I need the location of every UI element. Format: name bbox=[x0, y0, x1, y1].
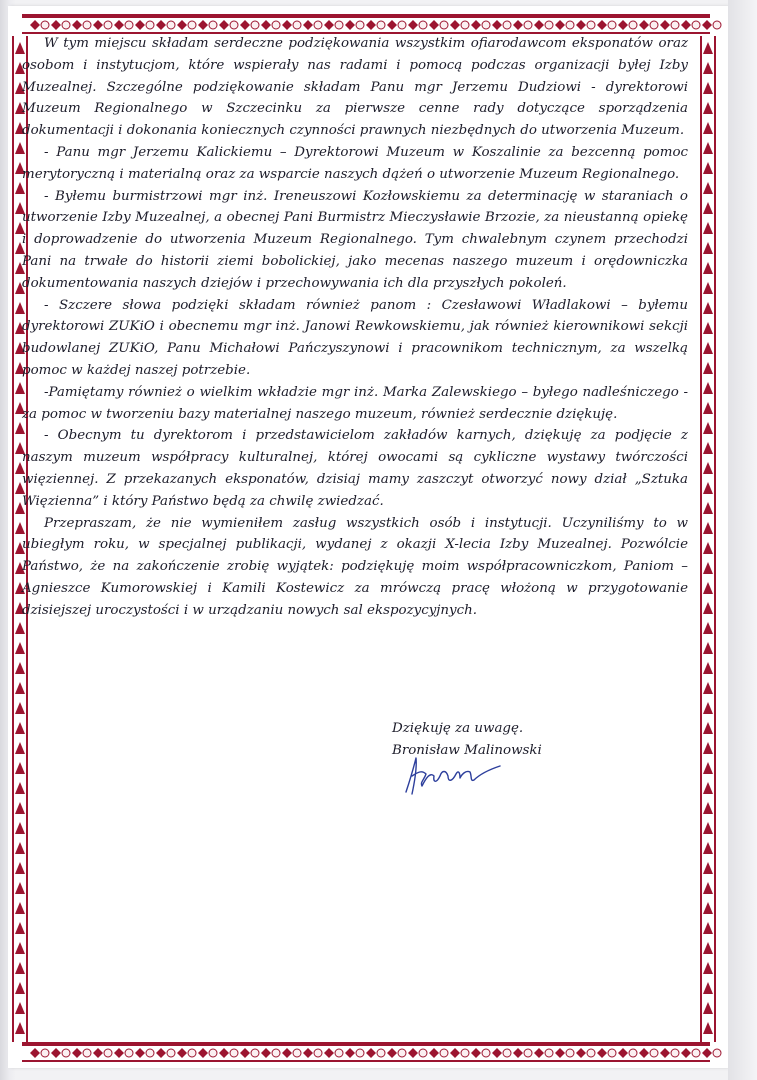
border-triangle bbox=[703, 142, 713, 154]
border-diamond bbox=[534, 1048, 544, 1058]
border-triangle bbox=[15, 822, 25, 834]
border-triangle bbox=[703, 542, 713, 554]
border-flower bbox=[398, 21, 406, 29]
border-flower bbox=[251, 1049, 259, 1057]
border-triangle bbox=[703, 242, 713, 254]
border-diamond bbox=[576, 1048, 586, 1058]
border-triangle bbox=[703, 742, 713, 754]
border-triangle bbox=[703, 502, 713, 514]
border-triangle bbox=[15, 962, 25, 974]
border-diamond bbox=[597, 20, 607, 30]
paragraph: - Szczere słowa podzięki składam również panom : Czesławowi Władlakowi – byłemu dyrektorowi ZUKiO i obecnemu mgr inż. Janowi Rewkowskiemu, jak również kierownikowi sekcji budowlanej ZUKiO, Panu Michałowi Pańczyszynowi i pracownikom technicznym, za wszelką pomoc w każdej naszej potrzebie. bbox=[22, 297, 688, 378]
border-triangle bbox=[703, 262, 713, 274]
border-diamond bbox=[72, 20, 82, 30]
border-diamond bbox=[219, 1048, 229, 1058]
border-triangle bbox=[703, 402, 713, 414]
border-triangle bbox=[703, 842, 713, 854]
border-diamond bbox=[471, 1048, 481, 1058]
border-triangle bbox=[703, 622, 713, 634]
border-triangle bbox=[15, 702, 25, 714]
border-flower bbox=[167, 21, 175, 29]
letter-body bbox=[22, 33, 688, 622]
border-triangle bbox=[703, 682, 713, 694]
border-flower bbox=[41, 1049, 49, 1057]
border-diamond bbox=[450, 1048, 460, 1058]
border-triangle bbox=[15, 982, 25, 994]
border-flower bbox=[608, 21, 616, 29]
border-flower bbox=[692, 21, 700, 29]
border-line bbox=[714, 36, 716, 1042]
border-diamond bbox=[513, 1048, 523, 1058]
border-triangle bbox=[15, 1002, 25, 1014]
border-diamond bbox=[366, 20, 376, 30]
border-diamond bbox=[597, 1048, 607, 1058]
border-flower bbox=[335, 1049, 343, 1057]
border-flower bbox=[251, 21, 259, 29]
border-flower bbox=[293, 21, 301, 29]
border-triangle bbox=[703, 662, 713, 674]
border-diamond bbox=[51, 1048, 61, 1058]
border-flower bbox=[398, 1049, 406, 1057]
border-flower bbox=[524, 21, 532, 29]
border-triangle bbox=[15, 742, 25, 754]
border-triangle bbox=[703, 342, 713, 354]
border-diamond bbox=[324, 1048, 334, 1058]
border-diamond bbox=[555, 20, 565, 30]
border-triangle bbox=[15, 782, 25, 794]
border-triangle bbox=[703, 782, 713, 794]
border-diamond bbox=[681, 20, 691, 30]
border-flower bbox=[503, 21, 511, 29]
border-triangle bbox=[15, 682, 25, 694]
border-triangle bbox=[703, 102, 713, 114]
border-diamond bbox=[198, 20, 208, 30]
border-diamond bbox=[282, 1048, 292, 1058]
border-flower bbox=[356, 21, 364, 29]
border-triangle bbox=[703, 62, 713, 74]
border-diamond bbox=[702, 20, 712, 30]
border-diamond bbox=[240, 1048, 250, 1058]
border-flower bbox=[629, 21, 637, 29]
border-triangle bbox=[703, 162, 713, 174]
border-triangle bbox=[703, 702, 713, 714]
border-flower bbox=[440, 21, 448, 29]
border-triangle bbox=[703, 802, 713, 814]
paragraph: W tym miejscu składam serdeczne podziękowania wszystkim ofiarodawcom eksponatów oraz osobom i instytucjom, które wspierały nas radami i pomocą podczas organizacji byłej Izby Muzealnej. Szczególne podziękowanie składam Panu mgr Jerzemu Dudziowi - dyrektorowi Muzeum Regionalnego w Szczecinku za pierwsze cenne rady dotyczące sporządzenia dokumentacji i dokonania koniecznych czynności prawnych niezbędnych do utworzenia Muzeum. bbox=[22, 36, 688, 139]
border-flower bbox=[608, 1049, 616, 1057]
border-flower bbox=[692, 1049, 700, 1057]
paragraph: - Obecnym tu dyrektorom i przedstawicielom zakładów karnych, dziękuję za podjęcie z naszym muzeum współpracy kulturalnej, której owocami są cykliczne wystawy twórczości więziennej. Z przekazanych eksponatów, dzisiaj mamy zaszczyt otworzyć nowy dział „Sztuka Więzienna” i który Państwo będą za chwilę zwiedzać. bbox=[22, 428, 688, 509]
border-triangle bbox=[703, 42, 713, 54]
border-triangle bbox=[703, 982, 713, 994]
border-triangle bbox=[703, 422, 713, 434]
border-flower bbox=[314, 1049, 322, 1057]
border-flower bbox=[419, 1049, 427, 1057]
border-diamond bbox=[471, 20, 481, 30]
border-diamond bbox=[492, 1048, 502, 1058]
border-triangle bbox=[15, 882, 25, 894]
border-diamond bbox=[576, 20, 586, 30]
border-flower bbox=[377, 1049, 385, 1057]
border-flower bbox=[188, 1049, 196, 1057]
border-triangle bbox=[15, 1022, 25, 1034]
border-flower bbox=[419, 21, 427, 29]
border-diamond bbox=[261, 20, 271, 30]
border-flower bbox=[209, 21, 217, 29]
border-diamond bbox=[555, 1048, 565, 1058]
border-flower bbox=[713, 21, 721, 29]
border-triangle bbox=[15, 622, 25, 634]
border-flower bbox=[545, 21, 553, 29]
border-flower bbox=[293, 1049, 301, 1057]
border-flower bbox=[671, 1049, 679, 1057]
border-triangle bbox=[703, 1002, 713, 1014]
border-flower bbox=[629, 1049, 637, 1057]
border-diamond bbox=[387, 20, 397, 30]
border-diamond bbox=[135, 20, 145, 30]
border-triangle bbox=[703, 562, 713, 574]
border-diamond bbox=[639, 1048, 649, 1058]
border-triangle bbox=[703, 442, 713, 454]
border-flower bbox=[167, 1049, 175, 1057]
signatory-name: Bronisław Malinowski bbox=[392, 743, 542, 758]
border-flower bbox=[566, 21, 574, 29]
border-flower bbox=[566, 1049, 574, 1057]
border-diamond bbox=[429, 20, 439, 30]
border-triangle bbox=[703, 302, 713, 314]
border-triangle bbox=[703, 382, 713, 394]
paragraph: - Panu mgr Jerzemu Kalickiemu – Dyrektorowi Muzeum w Koszalinie za bezcenną pomoc merytoryczną i materialną oraz za wsparcie naszych dążeń o utworzenie Muzeum Regionalnego. bbox=[22, 144, 688, 182]
border-flower bbox=[62, 21, 70, 29]
border-diamond bbox=[198, 1048, 208, 1058]
border-diamond bbox=[177, 1048, 187, 1058]
border-flower bbox=[146, 1049, 154, 1057]
border-triangle bbox=[703, 922, 713, 934]
border-triangle bbox=[703, 282, 713, 294]
border-triangle bbox=[703, 582, 713, 594]
border-flower bbox=[209, 1049, 217, 1057]
border-diamond bbox=[534, 20, 544, 30]
border-triangle bbox=[703, 202, 713, 214]
border-flower bbox=[587, 1049, 595, 1057]
border-line bbox=[22, 1060, 710, 1062]
border-triangle bbox=[15, 942, 25, 954]
border-diamond bbox=[618, 20, 628, 30]
border-diamond bbox=[660, 1048, 670, 1058]
border-triangle bbox=[15, 722, 25, 734]
border-diamond bbox=[114, 20, 124, 30]
border-triangle bbox=[15, 662, 25, 674]
border-diamond bbox=[408, 20, 418, 30]
border-flower bbox=[587, 21, 595, 29]
border-triangle bbox=[703, 462, 713, 474]
border-flower bbox=[125, 21, 133, 29]
border-flower bbox=[125, 1049, 133, 1057]
border-triangle bbox=[703, 822, 713, 834]
border-flower bbox=[377, 21, 385, 29]
border-triangle bbox=[703, 322, 713, 334]
border-diamond bbox=[93, 1048, 103, 1058]
border-triangle bbox=[703, 82, 713, 94]
border-flower bbox=[104, 21, 112, 29]
border-diamond bbox=[219, 20, 229, 30]
border-triangle bbox=[15, 862, 25, 874]
border-flower bbox=[104, 1049, 112, 1057]
border-triangle bbox=[703, 182, 713, 194]
border-flower bbox=[83, 21, 91, 29]
border-diamond bbox=[135, 1048, 145, 1058]
border-diamond bbox=[93, 20, 103, 30]
border-diamond bbox=[30, 20, 40, 30]
border-flower bbox=[272, 21, 280, 29]
border-triangle bbox=[15, 902, 25, 914]
border-flower bbox=[146, 21, 154, 29]
border-diamond bbox=[387, 1048, 397, 1058]
border-line bbox=[22, 14, 710, 18]
border-diamond bbox=[114, 1048, 124, 1058]
border-triangle bbox=[703, 942, 713, 954]
border-flower bbox=[545, 1049, 553, 1057]
border-diamond bbox=[261, 1048, 271, 1058]
border-triangle bbox=[703, 1022, 713, 1034]
border-triangle bbox=[703, 522, 713, 534]
border-flower bbox=[230, 21, 238, 29]
border-flower bbox=[713, 1049, 721, 1057]
border-flower bbox=[188, 21, 196, 29]
border-flower bbox=[440, 1049, 448, 1057]
border-triangle bbox=[703, 222, 713, 234]
border-triangle bbox=[703, 362, 713, 374]
border-triangle bbox=[703, 762, 713, 774]
border-flower bbox=[335, 21, 343, 29]
border-diamond bbox=[513, 20, 523, 30]
border-diamond bbox=[681, 1048, 691, 1058]
border-triangle bbox=[15, 642, 25, 654]
border-triangle bbox=[703, 482, 713, 494]
border-flower bbox=[671, 21, 679, 29]
border-flower bbox=[461, 21, 469, 29]
border-triangle bbox=[15, 922, 25, 934]
border-flower bbox=[314, 21, 322, 29]
handwritten-signature bbox=[400, 752, 510, 800]
border-line bbox=[700, 36, 702, 1042]
border-diamond bbox=[156, 1048, 166, 1058]
border-diamond bbox=[639, 20, 649, 30]
border-diamond bbox=[450, 20, 460, 30]
border-flower bbox=[83, 1049, 91, 1057]
border-flower bbox=[356, 1049, 364, 1057]
paragraph: Przepraszam, że nie wymieniłem zasług wszystkich osób i instytucji. Uczyniliśmy to w ubiegłym roku, w specjalnej publikacji, wydanej z okazji X-lecia Izby Muzealnej. Pozwólcie Państwo, że na zakończenie zrobię wyjątek: podziękuję moim współpracowniczkom, Paniom – Agnieszce Kumorowskiej i Kamili Kostewicz za mrówczą pracę włożoną w przygotowanie dzisiejszej uroczystości i w urządzaniu nowych sal ekspozycyjnych. bbox=[22, 515, 688, 618]
border-diamond bbox=[156, 20, 166, 30]
closing-phrase: Dziękuję za uwagę. bbox=[392, 721, 524, 736]
border-flower bbox=[461, 1049, 469, 1057]
border-triangle bbox=[703, 642, 713, 654]
border-flower bbox=[503, 1049, 511, 1057]
border-diamond bbox=[177, 20, 187, 30]
paragraph: -Pamiętamy również o wielkim wkładzie mgr inż. Marka Zalewskiego – byłego nadleśniczego - za pomoc w tworzeniu bazy materialnej naszego muzeum, również serdecznie dziękuję. bbox=[22, 384, 688, 422]
border-triangle bbox=[703, 962, 713, 974]
border-diamond bbox=[345, 1048, 355, 1058]
border-diamond bbox=[660, 20, 670, 30]
border-triangle bbox=[15, 802, 25, 814]
border-triangle bbox=[703, 122, 713, 134]
border-triangle bbox=[15, 842, 25, 854]
border-diamond bbox=[303, 20, 313, 30]
border-triangle bbox=[703, 902, 713, 914]
border-flower bbox=[41, 21, 49, 29]
border-flower bbox=[482, 1049, 490, 1057]
border-triangle bbox=[703, 882, 713, 894]
border-triangle bbox=[703, 602, 713, 614]
border-flower bbox=[524, 1049, 532, 1057]
border-flower bbox=[482, 21, 490, 29]
border-flower bbox=[272, 1049, 280, 1057]
border-triangle bbox=[703, 722, 713, 734]
border-triangle bbox=[15, 762, 25, 774]
border-line bbox=[22, 1042, 710, 1046]
border-diamond bbox=[51, 20, 61, 30]
border-diamond bbox=[618, 1048, 628, 1058]
border-diamond bbox=[240, 20, 250, 30]
paragraph: - Byłemu burmistrzowi mgr inż. Ireneuszowi Kozłowskiemu za determinację w staraniach o utworzenie Izby Muzealnej, a obecnej Pani Burmistrz Mieczysławie Brzozie, za nieustanną opiekę i doprowadzenie do utworzenia Muzeum Regionalnego. Tym chwalebnym czynem przechodzi Pani na trwałe do historii ziemi bobolickiej, jako mecenas naszego muzeum i orędowniczka dokumentowania naszych dziejów i przechowywania ich dla przyszłych pokoleń. bbox=[22, 188, 688, 291]
border-flower bbox=[230, 1049, 238, 1057]
border-diamond bbox=[303, 1048, 313, 1058]
border-flower bbox=[650, 21, 658, 29]
border-diamond bbox=[492, 20, 502, 30]
border-diamond bbox=[30, 1048, 40, 1058]
border-diamond bbox=[429, 1048, 439, 1058]
border-flower bbox=[62, 1049, 70, 1057]
border-flower bbox=[650, 1049, 658, 1057]
border-diamond bbox=[345, 20, 355, 30]
border-diamond bbox=[366, 1048, 376, 1058]
border-diamond bbox=[408, 1048, 418, 1058]
border-line bbox=[12, 36, 14, 1042]
border-diamond bbox=[324, 20, 334, 30]
border-diamond bbox=[282, 20, 292, 30]
border-diamond bbox=[72, 1048, 82, 1058]
border-diamond bbox=[702, 1048, 712, 1058]
border-triangle bbox=[703, 862, 713, 874]
